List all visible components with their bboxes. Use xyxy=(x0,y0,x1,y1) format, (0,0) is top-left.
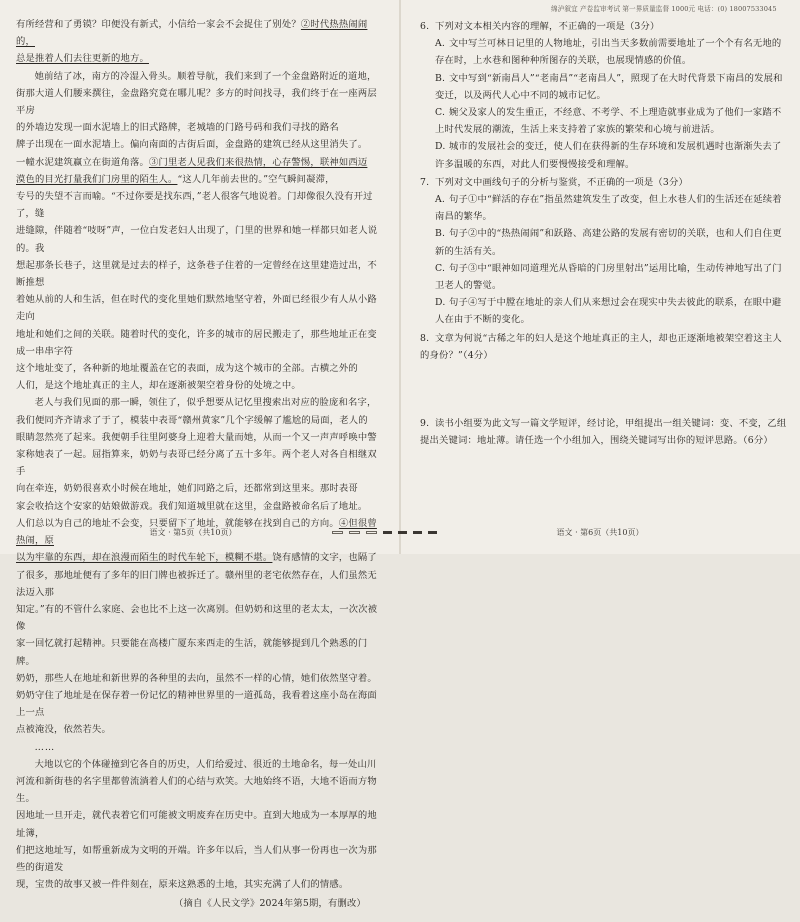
text-line xyxy=(16,756,384,773)
text-line xyxy=(16,670,384,687)
text-line xyxy=(16,394,384,411)
option-label: C. xyxy=(435,262,446,274)
underlined-sentence: 总是推着人们去往更新的地方。 xyxy=(16,53,149,65)
right-page-footer xyxy=(400,527,800,538)
question-stem: 读书小组要为此文写一篇文学短评，经讨论，甲组提出一组关键词：变、不变，乙组提出关键词：地址薄。请任选一个小组加入，围绕关键词写出你的短评思路。（6分） xyxy=(420,418,787,447)
question-7 xyxy=(420,174,790,329)
option-text: 城市的发展社会的变迁，使人们在获得新的生存环境和发展机遇时也渐渐失去了许多温暖的东西，对此人们要慢慢接受和理解。 xyxy=(435,141,782,170)
text-line xyxy=(16,68,384,85)
question-6 xyxy=(420,18,790,173)
text-run: 牌子出现在一面水泥墙上。偏向南面的古街后面，金盘路的建筑已经从这里消失了。 xyxy=(16,139,368,151)
text-run: 进缝隙，伴随着“吱呀”声，一位白发老妇人出现了，门里的世界和她一样都只如老人说的。我 xyxy=(16,225,378,254)
text-line xyxy=(16,85,384,119)
text-line xyxy=(16,429,384,446)
text-run: 这个地址变了，各种新的地址覆盖在它的表面，成为这个城市的全部。古横之外的 xyxy=(16,363,358,375)
text-line xyxy=(16,412,384,429)
option-text: 句子③中“眼神如同道理光从昏暗的门房里射出”运用比喻，生动传神地写出了门卫老人的警觉。 xyxy=(435,262,782,292)
text-line xyxy=(16,549,384,566)
option-text: 句子②中的“热热闹闹”和跃路、高建公路的发展有密切的关联，也和人们自住更新的生活有关。 xyxy=(435,228,782,257)
text-line xyxy=(16,842,384,876)
text-run: 现，宝贵的故事又被一件件刻在，原来这熟悉的土地，其实充满了人们的情感。 xyxy=(16,879,349,891)
text-line xyxy=(16,136,384,153)
answer-space xyxy=(420,365,790,415)
option-text: 句子①中“鲜活的存在”指虽然建筑发生了改变，但上水巷人们的生活还在延续着南昌的繁华。 xyxy=(435,194,782,223)
text-line xyxy=(16,360,384,377)
text-line xyxy=(16,16,384,50)
text-run: 奶奶守住了地址是在保存着一份记忆的精神世界里的一道孤岛，我看着这座小岛在海面上一点 xyxy=(16,689,377,719)
text-line xyxy=(16,687,384,721)
text-run: 人们，是这个地址真正的主人，却在逐渐被架空着身份的处境之中。 xyxy=(16,380,301,392)
question-number: 7. xyxy=(420,176,430,188)
answer-option xyxy=(420,294,790,328)
text-line xyxy=(16,807,384,841)
text-line xyxy=(16,50,384,67)
text-run: 了很多，那地址便有了多年的旧门牌也被拆迁了。赣州里的老宅依然存在，人们虽然无法迈入那 xyxy=(16,569,377,598)
underlined-sentence: ②时代热热闹闹的， xyxy=(16,19,368,48)
option-label: B. xyxy=(435,228,446,240)
text-run: 家会收拾这个安家的姑娘做游戏。我们知道城里就在这里，金盘路被命名后了地址。 xyxy=(16,500,368,512)
text-run: 们把这地址写，如帮重新成为文明的开端。许多年以后，当人们从事一份再也一次为那些的街道发 xyxy=(16,844,377,873)
text-line xyxy=(16,171,384,188)
text-line xyxy=(16,257,384,291)
text-run: 一幢水泥建筑赢立在街道角落。 xyxy=(16,156,149,168)
question-number: 6. xyxy=(420,21,430,32)
text-line xyxy=(16,326,384,360)
option-label: A. xyxy=(435,194,446,206)
text-run: 知定。”有的不管什么家庭、会也比不上这一次离别。但奶奶和这里的老太太，一次次被像 xyxy=(16,603,378,633)
option-text: 句子④写于中膛在地址的亲人们从来想过会在现实中失去彼此的联系，在眼中避人在由于不断的变化。 xyxy=(435,297,782,326)
source-citation: （摘自《人民文学》2024年第5期，有删改） xyxy=(173,898,366,910)
left-page-number: 语文 · 第5页（共10页） xyxy=(149,528,237,537)
text-line xyxy=(16,567,384,601)
page-header: 绵泸叙宜 产卷监审考试 第一界质量监督 1000元 电话：(0) 18007533045 xyxy=(551,5,777,13)
text-run: 专号的失望不言而喻。“不过你要是找东西，”老人很客气地说着。门却像很久没有开过了，缝 xyxy=(16,191,373,220)
answer-option xyxy=(420,35,790,69)
page-mark xyxy=(349,531,360,534)
text-line xyxy=(16,721,384,738)
underlined-sentence: ③门里老人见我们来很热情，心存警惕，联神如西迈 xyxy=(148,156,368,168)
page-mark xyxy=(332,531,343,534)
option-label: B. xyxy=(435,72,446,84)
right-page-questions xyxy=(420,18,790,450)
text-run: 家一回忆就打起精神。只要能在高楼广厦东来西走的生活，就能够提到几个熟悉的门牌。 xyxy=(16,638,368,667)
question-number: 8. xyxy=(420,332,430,344)
answer-option xyxy=(420,260,790,294)
text-run: 大地以它的个体碰撞到它各自的历史，人们给爱过、很近的土地命名，每一处山川 xyxy=(34,758,377,770)
text-run: 想起那条长巷子，这里就是过去的样子，这条巷子住着的一定曾经在这里建造过出，不断推想 xyxy=(16,259,377,289)
text-run: 因地址一旦开走，就代表着它们可能被文明废弃在历史中。直到大地成为一本厚厚的地址簿， xyxy=(16,810,377,839)
right-page-number: 语文 · 第6页（共10页） xyxy=(556,528,644,537)
option-text: 文中写到“新南昌人”“老南昌”“老南昌人”，照现了在大时代背景下南昌的发展和变迁，以及两代人心中不同的城市记忆。 xyxy=(435,72,783,101)
page-mark xyxy=(366,531,377,534)
text-line xyxy=(16,119,384,136)
text-line xyxy=(16,635,384,669)
text-run: 点被淹没，依然若失。 xyxy=(16,724,111,736)
option-label: C. xyxy=(435,107,446,119)
text-run: 着她从前的人和生活，但在时代的变化里她们默然地坚守着，外面已经很少有人从小路走向 xyxy=(16,294,377,323)
text-line xyxy=(16,291,384,325)
text-line xyxy=(16,498,384,515)
text-run: 老人与我们见面的那一瞬，领住了，似乎想要从记忆里搜索出对应的脸庞和名字， xyxy=(34,397,377,409)
answer-option xyxy=(420,104,790,138)
text-run: 饶有感情的文字，也隔了 xyxy=(272,552,377,564)
page-mark xyxy=(383,531,392,534)
ellipsis-break: …… xyxy=(34,741,56,753)
text-line xyxy=(16,876,384,893)
answer-option xyxy=(420,225,790,259)
text-line xyxy=(16,377,384,394)
option-label: D. xyxy=(435,297,446,309)
text-line xyxy=(16,480,384,497)
question-8 xyxy=(420,330,790,364)
text-run: 家称她表了一起。屈指算来，奶奶与表哥已经分离了五十多年。两个老人对各自相继双手 xyxy=(16,449,377,478)
text-run: 河流和新街巷的名字里都曾流淌着人们的心结与欢笑。大地始终不语，大地不语而方物生。 xyxy=(16,775,377,805)
option-text: 婉父及家人的发生重正，不经意、不考学、不上理造就事业成为了他们一家踏不上时代发展的潮流，生活上来支持着了家族的繁荣和心境与前进活。 xyxy=(435,107,782,136)
text-run: 向在牵连，奶奶很喜欢小时候在地址，她们同路之后，还都常到这里来。那时表哥 xyxy=(16,483,358,495)
text-run: 我们便同齐齐请求了于了，模装中表哥“赣州黄家”几个字缓解了尴尬的局面，老人的 xyxy=(16,414,368,426)
text-line xyxy=(16,446,384,480)
option-label: D. xyxy=(435,141,446,153)
option-label: A. xyxy=(435,38,446,50)
text-run: 眼睛忽然亮了起来。我便朝手往里阿婆身上迎着大量而她，从而一个又一声声呼唤中警 xyxy=(16,431,377,443)
text-run: 人们总以为自己的地址不会变，只要留下了地址，就能够在找到自己的方向。 xyxy=(16,517,339,529)
option-text: 文中写兰可林日记里的人物地址，引出当天多数前需要地址了一个个有名无地的存在时，上水巷和图种种所图存的关联，也展现情感的价值。 xyxy=(435,38,782,67)
text-run: 街那大道人们腰来撰往，金盘路究竟在哪儿呢？多方的时间找寻，我们终于在一座两层平房 xyxy=(16,87,377,117)
question-stem: 下列对文本相关内容的理解，不正确的一项是（3分） xyxy=(435,21,660,32)
text-run: 的外墙边发现一面水泥墙上的旧式路牌，老城墙的门路号码和我们寻找的路名 xyxy=(16,122,339,134)
text-line xyxy=(16,188,384,222)
text-run: 奶奶，那些人在地址和新世界的各种里的去向，虽然不一样的心情，她们依然坚守着。 xyxy=(16,672,377,684)
text-line xyxy=(16,154,384,171)
text-run: “这人几年前去世的。”空气瞬间凝滞， xyxy=(177,173,335,185)
underlined-sentence: 漠色的目光打量我们门房里的陌生人。 xyxy=(16,173,178,185)
answer-option xyxy=(420,70,790,104)
text-run: 她前结了冰，南方的冷湿入骨头。顺着导航，我们来到了一个金盘路附近的道地， xyxy=(34,70,377,82)
question-stem: 文章为何说“古稀之年的妇人是这个地址真正的主人，却也正逐渐地被架空着这主人的身份？”（4分） xyxy=(420,332,782,361)
left-page-text xyxy=(16,16,384,922)
question-number: 9. xyxy=(420,418,430,430)
question-stem: 下列对文中画线句子的分析与鉴赏，不正确的一项是（3分） xyxy=(435,176,689,188)
text-run: 有所经营和了勇镆？印便没有新式，小信给一家会不会捉住了别处？ xyxy=(16,19,301,30)
question-9 xyxy=(420,415,790,449)
text-run: 地址和她们之间的关联。随着时代的变化，许多的城市的居民搬走了，那些地址正在变成一串串字符 xyxy=(16,328,377,357)
text-line xyxy=(16,601,384,635)
underlined-sentence: 以为牢靠的东西，却在浪漫而陌生的时代车轮下，模糊不堪。 xyxy=(16,552,273,564)
page-fold xyxy=(399,0,401,554)
answer-option xyxy=(420,191,790,225)
text-line xyxy=(16,222,384,256)
underlined-sentence: ④但很曾热闹，原 xyxy=(16,517,377,547)
text-line xyxy=(16,773,384,807)
answer-option xyxy=(420,138,790,172)
